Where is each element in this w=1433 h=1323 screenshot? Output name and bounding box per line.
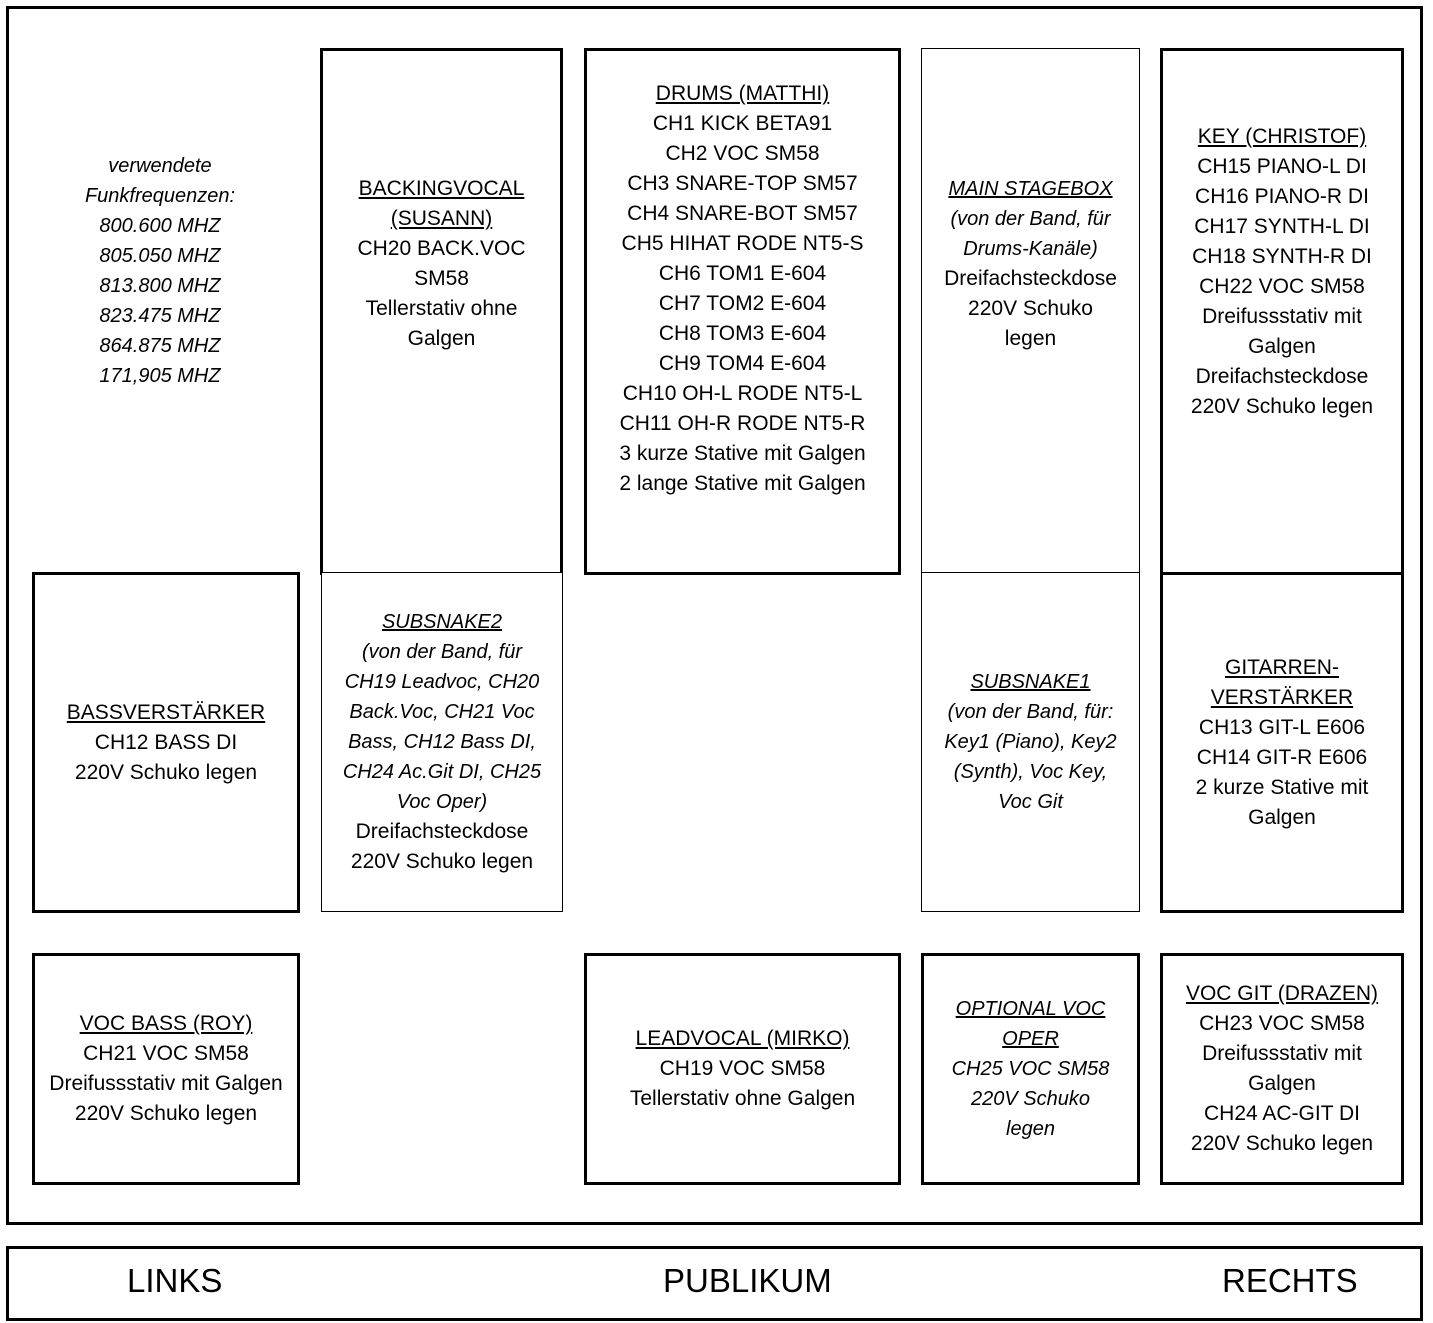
backing-vocal-line: Galgen xyxy=(407,327,476,350)
drums-line: 3 kurze Stative mit Galgen xyxy=(619,442,866,465)
guitar-amp-title: GITARREN- xyxy=(1225,655,1339,679)
subsnake1-title: SUBSNAKE1 xyxy=(970,671,1091,693)
drums-line: CH8 TOM3 E-604 xyxy=(658,322,827,345)
keys-line: CH15 PIANO-L DI xyxy=(1197,154,1367,178)
keys-line: Galgen xyxy=(1248,334,1316,358)
backing-vocal-line: Tellerstativ ohne xyxy=(365,297,518,320)
optional-voc-line: legen xyxy=(1006,1118,1055,1140)
subsnake1-note: (Synth), Voc Key, xyxy=(953,761,1108,783)
voc-bass-line: 220V Schuko legen xyxy=(74,1102,258,1125)
guitar-amp-position xyxy=(1160,572,1404,913)
guitar-amp-line: CH14 GIT-R E606 xyxy=(1196,745,1368,769)
backing-vocal-line: CH20 BACK.VOC xyxy=(357,237,526,260)
keys-position xyxy=(1160,48,1404,575)
audience-center-label: PUBLIKUM xyxy=(663,1262,832,1299)
subsnake2-position xyxy=(321,572,563,912)
voc-bass-line: Dreifussstativ mit Galgen xyxy=(49,1072,283,1095)
subsnake1-note: Key1 (Piano), Key2 xyxy=(944,731,1117,753)
freq-item: 813.800 MHZ xyxy=(99,274,221,297)
voc-guitar-line: CH23 VOC SM58 xyxy=(1199,1012,1365,1035)
lead-vocal-title: LEADVOCAL (MIRKO) xyxy=(635,1027,850,1050)
drums-title: DRUMS (MATTHI) xyxy=(655,82,830,105)
main-stagebox-note: Drums-Kanäle) xyxy=(963,238,1098,260)
keys-line: 220V Schuko legen xyxy=(1190,394,1374,418)
drums-line: CH11 OH-R RODE NT5-R xyxy=(619,412,866,435)
backing-vocal-name: (SUSANN) xyxy=(390,207,493,230)
drums-line: CH5 HIHAT RODE NT5-S xyxy=(621,232,864,255)
radio-frequencies-note xyxy=(30,48,290,573)
keys-line: Dreifachsteckdose xyxy=(1195,364,1369,388)
optional-voc-title: OPTIONAL VOC xyxy=(955,998,1106,1020)
subsnake2-note: CH24 Ac.Git DI, CH25 xyxy=(342,761,542,783)
subsnake1-position xyxy=(921,572,1140,912)
lead-vocal-line: CH19 VOC SM58 xyxy=(659,1057,826,1080)
drums-line: CH4 SNARE-BOT SM57 xyxy=(627,202,858,225)
bass-amp-line: 220V Schuko legen xyxy=(74,760,258,784)
optional-voc-line: 220V Schuko xyxy=(971,1088,1090,1110)
main-stagebox-position xyxy=(921,48,1140,575)
freq-item: 805.050 MHZ xyxy=(99,244,221,267)
freq-item: 823.475 MHZ xyxy=(99,304,221,327)
subsnake2-note: (von der Band, für xyxy=(361,641,523,663)
voc-guitar-line: Dreifussstativ mit xyxy=(1202,1042,1362,1065)
voc-guitar-line: 220V Schuko legen xyxy=(1190,1132,1374,1155)
voc-guitar-title: VOC GIT (DRAZEN) xyxy=(1185,982,1379,1005)
voc-bass-title: VOC BASS (ROY) xyxy=(79,1012,253,1035)
keys-line: CH16 PIANO-R DI xyxy=(1195,184,1369,208)
drums-line: CH7 TOM2 E-604 xyxy=(658,292,827,315)
subsnake2-note: Bass, CH12 Bass DI, xyxy=(348,731,536,753)
drums-position xyxy=(584,48,901,575)
keys-title: KEY (CHRISTOF) xyxy=(1197,124,1367,148)
freq-title-2: Funkfrequenzen: xyxy=(84,184,236,207)
bass-amp-position xyxy=(32,572,300,913)
main-stagebox-line: legen xyxy=(1004,327,1057,350)
audience-right-label: RECHTS xyxy=(1222,1262,1358,1299)
subsnake2-note: CH19 Leadvoc, CH20 xyxy=(344,671,540,693)
drums-line: CH3 SNARE-TOP SM57 xyxy=(627,172,858,195)
voc-bass-position xyxy=(32,953,300,1185)
drums-line: CH1 KICK BETA91 xyxy=(652,112,833,135)
optional-voc-title-2: OPER xyxy=(1002,1028,1059,1050)
audience-left-label: LINKS xyxy=(127,1262,223,1299)
subsnake2-note: Back.Voc, CH21 Voc xyxy=(349,701,535,723)
voc-guitar-line: Galgen xyxy=(1248,1072,1316,1095)
bass-amp-title: BASSVERSTÄRKER xyxy=(66,700,266,724)
audience-bar xyxy=(6,1246,1423,1321)
backing-vocal-line: SM58 xyxy=(414,267,469,290)
guitar-amp-line: 2 kurze Stative mit xyxy=(1195,775,1369,799)
guitar-amp-title-2: VERSTÄRKER xyxy=(1210,685,1354,709)
keys-line: Dreifussstativ mit xyxy=(1202,304,1362,328)
optional-voc-line: CH25 VOC SM58 xyxy=(951,1058,1110,1080)
main-stagebox-line: 220V Schuko xyxy=(968,297,1093,320)
subsnake2-line: Dreifachsteckdose xyxy=(355,820,529,843)
keys-line: CH17 SYNTH-L DI xyxy=(1194,214,1370,238)
optional-voc-position xyxy=(921,953,1140,1185)
freq-item: 800.600 MHZ xyxy=(99,214,221,237)
voc-bass-line: CH21 VOC SM58 xyxy=(83,1042,249,1065)
drums-line: CH10 OH-L RODE NT5-L xyxy=(622,382,863,405)
subsnake1-note: (von der Band, für: xyxy=(947,701,1114,723)
subsnake1-note: Voc Git xyxy=(998,791,1063,813)
main-stagebox-note: (von der Band, für xyxy=(950,208,1111,230)
guitar-amp-line: CH13 GIT-L E606 xyxy=(1198,715,1366,739)
drums-line: 2 lange Stative mit Galgen xyxy=(619,472,866,495)
drums-line: CH9 TOM4 E-604 xyxy=(658,352,827,375)
drums-line: CH6 TOM1 E-604 xyxy=(658,262,827,285)
subsnake2-title: SUBSNAKE2 xyxy=(381,611,503,633)
freq-item: 171,905 MHZ xyxy=(99,364,221,387)
backing-vocal-position xyxy=(320,48,563,575)
keys-line: CH18 SYNTH-R DI xyxy=(1192,244,1372,268)
bass-amp-line: CH12 BASS DI xyxy=(94,730,238,754)
subsnake2-line: 220V Schuko legen xyxy=(350,850,534,873)
voc-guitar-line: CH24 AC-GIT DI xyxy=(1204,1102,1360,1125)
freq-item: 864.875 MHZ xyxy=(99,334,221,357)
lead-vocal-position xyxy=(584,953,901,1185)
lead-vocal-line: Tellerstativ ohne Galgen xyxy=(629,1087,856,1110)
freq-title: verwendete xyxy=(108,154,212,177)
backing-vocal-title: BACKINGVOCAL xyxy=(358,177,525,200)
subsnake2-note: Voc Oper) xyxy=(396,791,488,813)
keys-line: CH22 VOC SM58 xyxy=(1199,274,1365,298)
guitar-amp-line: Galgen xyxy=(1248,805,1316,829)
main-stagebox-line: Dreifachsteckdose xyxy=(944,267,1117,290)
voc-guitar-position xyxy=(1160,953,1404,1185)
main-stagebox-title: MAIN STAGEBOX xyxy=(948,178,1113,200)
drums-line: CH2 VOC SM58 xyxy=(665,142,820,165)
